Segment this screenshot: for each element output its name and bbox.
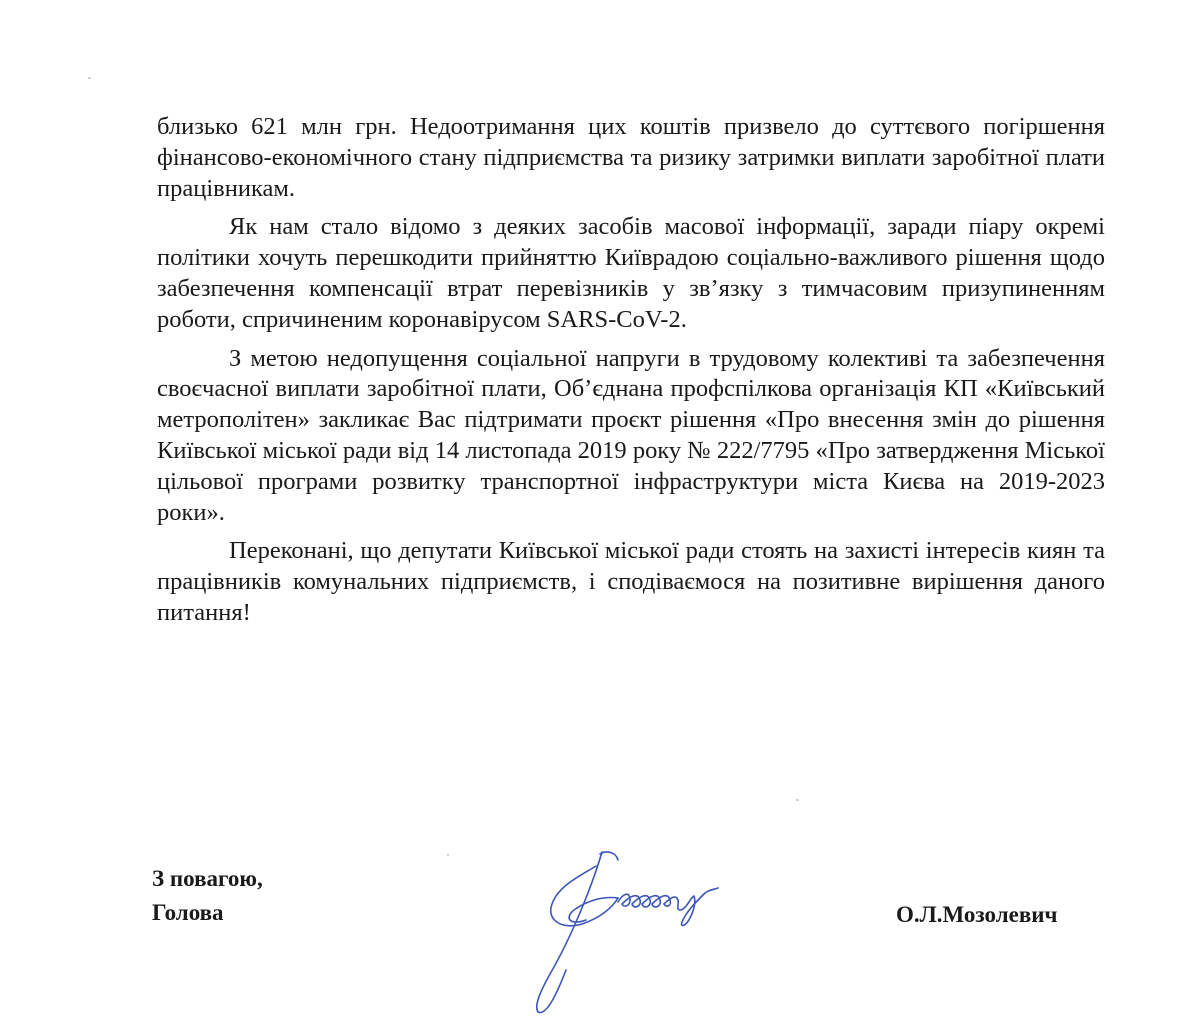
scan-speck bbox=[447, 854, 449, 856]
scan-speck bbox=[796, 799, 799, 801]
handwritten-signature-icon bbox=[500, 846, 800, 1021]
letter-body bbox=[157, 112, 1105, 637]
paragraph-4: Переконані, що депутати Київської міської ради стоять на захисті інтересів киян та працівників комунальних підприємств, і сподіваємося на позитивне вирішення даного питання! bbox=[157, 537, 1105, 626]
scan-speck bbox=[88, 77, 91, 79]
closing-block bbox=[152, 862, 263, 930]
closing-title: Голова bbox=[152, 900, 224, 925]
paragraph-2: Як нам стало відомо з деяких засобів масової інформації, заради піару окремі політики хочуть перешкодити прийняттю Київрадою соціально-важливого рішення щодо забезпечення компенсації втрат перевізників у зв’язку з тимчасовим призупиненням роботи, спричиненим коронавірусом SARS-CoV-2. bbox=[157, 213, 1105, 333]
signer-name: О.Л.Мозолевич bbox=[896, 902, 1058, 927]
paragraph-1: близько 621 млн грн. Недоотримання цих коштів призвело до суттєвого погіршення фінансово-економічного стану підприємства та ризику затримки виплати заробітної плати працівникам. bbox=[157, 113, 1105, 202]
closing-regards: З повагою, bbox=[152, 866, 263, 891]
paragraph-3: З метою недопущення соціальної напруги в трудовому колективі та забезпечення своєчасної виплати заробітної плати, Об’єднана профспілкова організація КП «Київський метрополітен» закликає Вас підтримати проєкт рішення «Про внесення змін до рішення Київської міської ради від 14 листопада 2019 року № 222/7795 «Про затвердження Міської цільової програми розвитку транспортної інфраструктури міста Києва на 2019-2023 роки». bbox=[157, 344, 1105, 526]
